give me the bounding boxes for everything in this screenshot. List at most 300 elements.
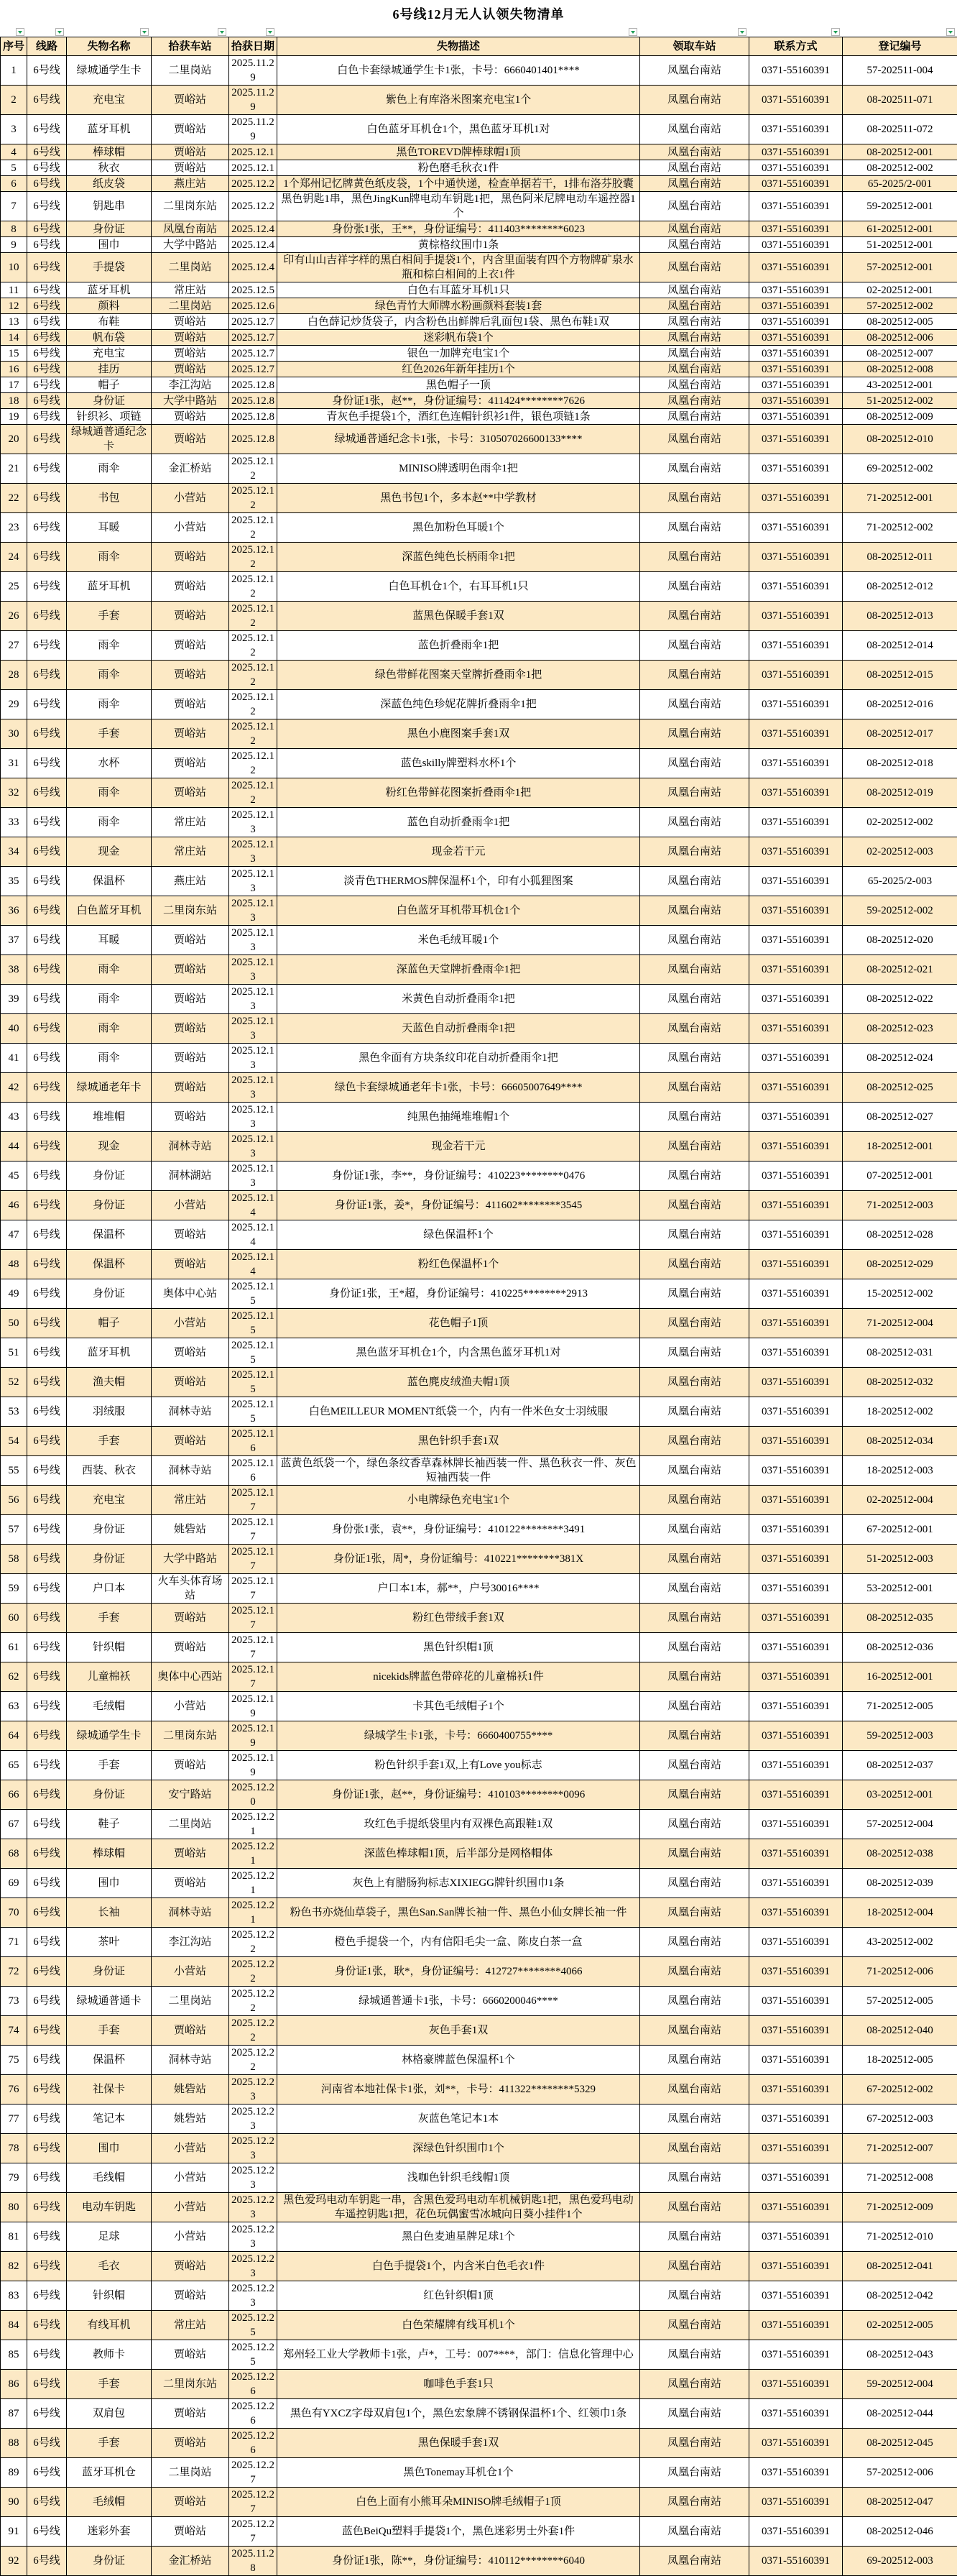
cell-pickup-station[interactable]: 凤凰台南站 [640, 690, 749, 719]
cell-seq[interactable]: 29 [1, 690, 27, 719]
cell-contact[interactable]: 0371-55160391 [749, 1633, 843, 1662]
cell-contact[interactable]: 0371-55160391 [749, 237, 843, 253]
cell-seq[interactable]: 54 [1, 1427, 27, 1456]
cell-item-name[interactable]: 身份证 [67, 2547, 152, 2576]
cell-line[interactable]: 6号线 [27, 1633, 67, 1662]
cell-contact[interactable]: 0371-55160391 [749, 985, 843, 1014]
cell-seq[interactable]: 20 [1, 425, 27, 454]
cell-item-name[interactable]: 书包 [67, 484, 152, 513]
cell-contact[interactable]: 0371-55160391 [749, 160, 843, 176]
cell-item-name[interactable]: 绿城通学生卡 [67, 56, 152, 86]
cell-registration-no[interactable]: 18-202512-003 [843, 1456, 957, 1486]
cell-registration-no[interactable]: 71-202512-008 [843, 2163, 957, 2193]
cell-seq[interactable]: 78 [1, 2134, 27, 2163]
cell-date-found[interactable]: 2025.12.8 [229, 393, 277, 409]
cell-registration-no[interactable]: 16-202512-001 [843, 1662, 957, 1692]
cell-item-name[interactable]: 雨伞 [67, 808, 152, 837]
cell-description[interactable]: 小电牌绿色充电宝1个 [277, 1486, 640, 1515]
cell-date-found[interactable]: 2025.12.16 [229, 1456, 277, 1486]
cell-seq[interactable]: 85 [1, 2340, 27, 2370]
cell-registration-no[interactable]: 02-202512-005 [843, 2311, 957, 2340]
cell-contact[interactable]: 0371-55160391 [749, 749, 843, 778]
cell-line[interactable]: 6号线 [27, 2488, 67, 2517]
cell-seq[interactable]: 50 [1, 1309, 27, 1338]
cell-line[interactable]: 6号线 [27, 221, 67, 237]
cell-line[interactable]: 6号线 [27, 2429, 67, 2458]
cell-item-name[interactable]: 手套 [67, 2016, 152, 2046]
cell-description[interactable]: 灰色手套1双 [277, 2016, 640, 2046]
cell-seq[interactable]: 7 [1, 192, 27, 221]
cell-registration-no[interactable]: 18-202512-005 [843, 2046, 957, 2075]
cell-description[interactable]: 印有山山吉祥字样的黑白相间手提袋1个，内含里面装有四个方物牌矿泉水瓶和棕白相间的上衣1件 [277, 253, 640, 282]
cell-registration-no[interactable]: 08-202511-071 [843, 86, 957, 115]
cell-item-name[interactable]: 帆布袋 [67, 330, 152, 346]
cell-description[interactable]: 绿色保温杯1个 [277, 1220, 640, 1250]
cell-station-found[interactable]: 贾峪站 [152, 1368, 229, 1397]
cell-station-found[interactable]: 贾峪站 [152, 1220, 229, 1250]
cell-station-found[interactable]: 二里岗东站 [152, 1721, 229, 1751]
cell-line[interactable]: 6号线 [27, 2222, 67, 2252]
cell-pickup-station[interactable]: 凤凰台南站 [640, 484, 749, 513]
cell-seq[interactable]: 80 [1, 2193, 27, 2222]
cell-line[interactable]: 6号线 [27, 2370, 67, 2399]
cell-station-found[interactable]: 贾峪站 [152, 1044, 229, 1073]
cell-pickup-station[interactable]: 凤凰台南站 [640, 2075, 749, 2104]
cell-pickup-station[interactable]: 凤凰台南站 [640, 749, 749, 778]
cell-seq[interactable]: 40 [1, 1014, 27, 1044]
cell-station-found[interactable]: 贾峪站 [152, 330, 229, 346]
cell-seq[interactable]: 71 [1, 1928, 27, 1957]
cell-description[interactable]: 黑色小鹿图案手套1双 [277, 719, 640, 749]
cell-pickup-station[interactable]: 凤凰台南站 [640, 1073, 749, 1103]
cell-contact[interactable]: 0371-55160391 [749, 2193, 843, 2222]
cell-item-name[interactable]: 户口本 [67, 1574, 152, 1604]
cell-item-name[interactable]: 双肩包 [67, 2399, 152, 2429]
cell-contact[interactable]: 0371-55160391 [749, 2429, 843, 2458]
cell-contact[interactable]: 0371-55160391 [749, 1162, 843, 1191]
cell-station-found[interactable]: 二里岗站 [152, 56, 229, 86]
cell-seq[interactable]: 4 [1, 144, 27, 160]
cell-seq[interactable]: 49 [1, 1279, 27, 1309]
cell-description[interactable]: 蓝色麂皮绒渔夫帽1顶 [277, 1368, 640, 1397]
cell-date-found[interactable]: 2025.12.13 [229, 896, 277, 926]
cell-station-found[interactable]: 贾峪站 [152, 1751, 229, 1780]
cell-pickup-station[interactable]: 凤凰台南站 [640, 778, 749, 808]
cell-date-found[interactable]: 2025.12.12 [229, 749, 277, 778]
cell-contact[interactable]: 0371-55160391 [749, 1191, 843, 1220]
cell-line[interactable]: 6号线 [27, 602, 67, 631]
cell-station-found[interactable]: 姚砦站 [152, 2104, 229, 2134]
cell-pickup-station[interactable]: 凤凰台南站 [640, 56, 749, 86]
cell-line[interactable]: 6号线 [27, 1545, 67, 1574]
cell-date-found[interactable]: 2025.12.22 [229, 1957, 277, 1987]
cell-pickup-station[interactable]: 凤凰台南站 [640, 1162, 749, 1191]
cell-description[interactable]: 黑白色麦迪星牌足球1个 [277, 2222, 640, 2252]
cell-contact[interactable]: 0371-55160391 [749, 1721, 843, 1751]
cell-contact[interactable]: 0371-55160391 [749, 346, 843, 362]
cell-contact[interactable]: 0371-55160391 [749, 1574, 843, 1604]
cell-registration-no[interactable]: 69-202512-002 [843, 454, 957, 484]
cell-registration-no[interactable]: 08-202512-008 [843, 362, 957, 377]
cell-registration-no[interactable]: 08-202512-040 [843, 2016, 957, 2046]
cell-registration-no[interactable]: 08-202512-024 [843, 1044, 957, 1073]
cell-line[interactable]: 6号线 [27, 749, 67, 778]
cell-station-found[interactable]: 凤凰台南站 [152, 221, 229, 237]
cell-station-found[interactable]: 贾峪站 [152, 2016, 229, 2046]
cell-line[interactable]: 6号线 [27, 1338, 67, 1368]
cell-date-found[interactable]: 2025.12.13 [229, 926, 277, 955]
cell-description[interactable]: 浅咖色针织毛线帽1顶 [277, 2163, 640, 2193]
cell-station-found[interactable]: 贾峪站 [152, 2488, 229, 2517]
cell-date-found[interactable]: 2025.12.22 [229, 1987, 277, 2016]
cell-item-name[interactable]: 绿城通学生卡 [67, 1721, 152, 1751]
cell-line[interactable]: 6号线 [27, 2252, 67, 2281]
cell-contact[interactable]: 0371-55160391 [749, 425, 843, 454]
cell-station-found[interactable]: 贾峪站 [152, 2399, 229, 2429]
cell-seq[interactable]: 5 [1, 160, 27, 176]
cell-pickup-station[interactable]: 凤凰台南站 [640, 1692, 749, 1721]
cell-seq[interactable]: 32 [1, 778, 27, 808]
cell-registration-no[interactable]: 15-202512-002 [843, 1279, 957, 1309]
cell-line[interactable]: 6号线 [27, 314, 67, 330]
cell-registration-no[interactable]: 08-202512-001 [843, 144, 957, 160]
cell-description[interactable]: 身份证1张，赵**，身份证编号：411424********7626 [277, 393, 640, 409]
cell-description[interactable]: 深蓝色纯色珍妮花牌折叠雨伞1把 [277, 690, 640, 719]
cell-contact[interactable]: 0371-55160391 [749, 314, 843, 330]
cell-contact[interactable]: 0371-55160391 [749, 1279, 843, 1309]
cell-station-found[interactable]: 贾峪站 [152, 409, 229, 425]
cell-contact[interactable]: 0371-55160391 [749, 1957, 843, 1987]
cell-seq[interactable]: 17 [1, 377, 27, 393]
cell-line[interactable]: 6号线 [27, 56, 67, 86]
cell-item-name[interactable]: 手套 [67, 1751, 152, 1780]
cell-line[interactable]: 6号线 [27, 867, 67, 896]
cell-contact[interactable]: 0371-55160391 [749, 2163, 843, 2193]
cell-item-name[interactable]: 围巾 [67, 1869, 152, 1898]
cell-pickup-station[interactable]: 凤凰台南站 [640, 719, 749, 749]
cell-date-found[interactable]: 2025.12.21 [229, 1869, 277, 1898]
cell-station-found[interactable]: 贾峪站 [152, 1250, 229, 1279]
cell-item-name[interactable]: 西装、秋衣 [67, 1456, 152, 1486]
cell-date-found[interactable]: 2025.12.13 [229, 867, 277, 896]
cell-line[interactable]: 6号线 [27, 1662, 67, 1692]
cell-seq[interactable]: 75 [1, 2046, 27, 2075]
cell-pickup-station[interactable]: 凤凰台南站 [640, 282, 749, 298]
cell-seq[interactable]: 67 [1, 1810, 27, 1839]
cell-line[interactable]: 6号线 [27, 2046, 67, 2075]
cell-date-found[interactable]: 2025.12.25 [229, 2340, 277, 2370]
cell-line[interactable]: 6号线 [27, 176, 67, 192]
cell-registration-no[interactable]: 08-202512-045 [843, 2429, 957, 2458]
cell-station-found[interactable]: 金汇桥站 [152, 454, 229, 484]
cell-registration-no[interactable]: 08-202512-013 [843, 602, 957, 631]
cell-pickup-station[interactable]: 凤凰台南站 [640, 2281, 749, 2311]
cell-date-found[interactable]: 2025.12.7 [229, 314, 277, 330]
cell-station-found[interactable]: 贾峪站 [152, 749, 229, 778]
cell-line[interactable]: 6号线 [27, 1103, 67, 1132]
cell-seq[interactable]: 16 [1, 362, 27, 377]
cell-date-found[interactable]: 2025.12.23 [229, 2193, 277, 2222]
cell-registration-no[interactable]: 61-202512-001 [843, 221, 957, 237]
cell-item-name[interactable]: 蓝牙耳机 [67, 115, 152, 144]
cell-pickup-station[interactable]: 凤凰台南站 [640, 1250, 749, 1279]
cell-station-found[interactable]: 二里岗站 [152, 1810, 229, 1839]
cell-pickup-station[interactable]: 凤凰台南站 [640, 1957, 749, 1987]
cell-registration-no[interactable]: 57-202512-006 [843, 2458, 957, 2488]
filter-button-station-found[interactable] [218, 28, 226, 36]
cell-station-found[interactable]: 小营站 [152, 1309, 229, 1338]
cell-pickup-station[interactable]: 凤凰台南站 [640, 2252, 749, 2281]
cell-item-name[interactable]: 保温杯 [67, 2046, 152, 2075]
cell-contact[interactable]: 0371-55160391 [749, 2252, 843, 2281]
cell-registration-no[interactable]: 08-202512-017 [843, 719, 957, 749]
cell-station-found[interactable]: 贾峪站 [152, 1604, 229, 1633]
cell-description[interactable]: 粉色针织手套1双,上有Love you标志 [277, 1751, 640, 1780]
cell-registration-no[interactable]: 71-202512-001 [843, 484, 957, 513]
cell-pickup-station[interactable]: 凤凰台南站 [640, 1191, 749, 1220]
cell-description[interactable]: 黑色TOREVD牌棒球帽1顶 [277, 144, 640, 160]
cell-station-found[interactable]: 洞林寺站 [152, 2046, 229, 2075]
cell-contact[interactable]: 0371-55160391 [749, 2075, 843, 2104]
cell-item-name[interactable]: 保温杯 [67, 867, 152, 896]
cell-contact[interactable]: 0371-55160391 [749, 1780, 843, 1810]
cell-registration-no[interactable]: 02-202512-002 [843, 808, 957, 837]
cell-station-found[interactable]: 洞林寺站 [152, 1898, 229, 1928]
cell-registration-no[interactable]: 08-202512-010 [843, 425, 957, 454]
cell-date-found[interactable]: 2025.12.13 [229, 1073, 277, 1103]
cell-description[interactable]: 黑色加粉色耳暖1个 [277, 513, 640, 543]
cell-date-found[interactable]: 2025.12.15 [229, 1309, 277, 1338]
cell-contact[interactable]: 0371-55160391 [749, 1220, 843, 1250]
cell-line[interactable]: 6号线 [27, 2458, 67, 2488]
cell-pickup-station[interactable]: 凤凰台南站 [640, 867, 749, 896]
cell-station-found[interactable]: 常庄站 [152, 282, 229, 298]
cell-seq[interactable]: 76 [1, 2075, 27, 2104]
cell-contact[interactable]: 0371-55160391 [749, 867, 843, 896]
cell-seq[interactable]: 36 [1, 896, 27, 926]
cell-description[interactable]: 红色针织帽1顶 [277, 2281, 640, 2311]
cell-line[interactable]: 6号线 [27, 1898, 67, 1928]
cell-date-found[interactable]: 2025.12.12 [229, 719, 277, 749]
cell-contact[interactable]: 0371-55160391 [749, 1486, 843, 1515]
cell-item-name[interactable]: 身份证 [67, 1515, 152, 1545]
cell-date-found[interactable]: 2025.12.12 [229, 778, 277, 808]
cell-item-name[interactable]: 电动车钥匙 [67, 2193, 152, 2222]
cell-station-found[interactable]: 贾峪站 [152, 160, 229, 176]
cell-contact[interactable]: 0371-55160391 [749, 1338, 843, 1368]
cell-item-name[interactable]: 钥匙串 [67, 192, 152, 221]
cell-seq[interactable]: 21 [1, 454, 27, 484]
cell-seq[interactable]: 39 [1, 985, 27, 1014]
cell-pickup-station[interactable]: 凤凰台南站 [640, 1662, 749, 1692]
cell-date-found[interactable]: 2025.12.12 [229, 484, 277, 513]
cell-contact[interactable]: 0371-55160391 [749, 1014, 843, 1044]
cell-pickup-station[interactable]: 凤凰台南站 [640, 955, 749, 985]
cell-item-name[interactable]: 毛线帽 [67, 2163, 152, 2193]
cell-date-found[interactable]: 2025.11.29 [229, 56, 277, 86]
cell-pickup-station[interactable]: 凤凰台南站 [640, 1898, 749, 1928]
cell-pickup-station[interactable]: 凤凰台南站 [640, 2163, 749, 2193]
cell-pickup-station[interactable]: 凤凰台南站 [640, 2517, 749, 2547]
cell-item-name[interactable]: 蓝牙耳机 [67, 1338, 152, 1368]
cell-registration-no[interactable]: 71-202512-007 [843, 2134, 957, 2163]
cell-item-name[interactable]: 绿城通老年卡 [67, 1073, 152, 1103]
cell-registration-no[interactable]: 08-202512-023 [843, 1014, 957, 1044]
cell-description[interactable]: 郑州轻工业大学教师卡1张，卢*，工号：007****，部门：信息化管理中心 [277, 2340, 640, 2370]
cell-seq[interactable]: 72 [1, 1957, 27, 1987]
cell-seq[interactable]: 9 [1, 237, 27, 253]
cell-contact[interactable]: 0371-55160391 [749, 2340, 843, 2370]
cell-station-found[interactable]: 洞林湖站 [152, 1162, 229, 1191]
cell-date-found[interactable]: 2025.12.22 [229, 1928, 277, 1957]
cell-date-found[interactable]: 2025.12.16 [229, 1427, 277, 1456]
cell-line[interactable]: 6号线 [27, 2340, 67, 2370]
cell-line[interactable]: 6号线 [27, 1486, 67, 1515]
cell-date-found[interactable]: 2025.12.4 [229, 221, 277, 237]
cell-date-found[interactable]: 2025.12.17 [229, 1486, 277, 1515]
cell-description[interactable]: 花色帽子1顶 [277, 1309, 640, 1338]
cell-registration-no[interactable]: 08-202512-021 [843, 955, 957, 985]
cell-registration-no[interactable]: 59-202512-002 [843, 896, 957, 926]
cell-description[interactable]: 深蓝色天堂牌折叠雨伞1把 [277, 955, 640, 985]
cell-line[interactable]: 6号线 [27, 1692, 67, 1721]
cell-line[interactable]: 6号线 [27, 346, 67, 362]
cell-registration-no[interactable]: 02-202512-001 [843, 282, 957, 298]
cell-date-found[interactable]: 2025.12.7 [229, 346, 277, 362]
cell-description[interactable]: MINISO牌透明色雨伞1把 [277, 454, 640, 484]
cell-station-found[interactable]: 姚砦站 [152, 1515, 229, 1545]
cell-line[interactable]: 6号线 [27, 808, 67, 837]
cell-line[interactable]: 6号线 [27, 144, 67, 160]
cell-pickup-station[interactable]: 凤凰台南站 [640, 1721, 749, 1751]
cell-description[interactable]: 蓝黄色纸袋一个，绿色条纹香草森林牌长袖西装一件、黑色秋衣一件、灰色短袖西装一件 [277, 1456, 640, 1486]
cell-line[interactable]: 6号线 [27, 237, 67, 253]
cell-station-found[interactable]: 小营站 [152, 1191, 229, 1220]
cell-pickup-station[interactable]: 凤凰台南站 [640, 2429, 749, 2458]
cell-line[interactable]: 6号线 [27, 192, 67, 221]
cell-seq[interactable]: 30 [1, 719, 27, 749]
cell-date-found[interactable]: 2025.12.13 [229, 955, 277, 985]
cell-item-name[interactable]: 现金 [67, 1132, 152, 1162]
cell-registration-no[interactable]: 08-202512-034 [843, 1427, 957, 1456]
cell-pickup-station[interactable]: 凤凰台南站 [640, 572, 749, 602]
cell-seq[interactable]: 64 [1, 1721, 27, 1751]
cell-pickup-station[interactable]: 凤凰台南站 [640, 513, 749, 543]
cell-item-name[interactable]: 充电宝 [67, 346, 152, 362]
cell-pickup-station[interactable]: 凤凰台南站 [640, 1780, 749, 1810]
cell-seq[interactable]: 23 [1, 513, 27, 543]
cell-pickup-station[interactable]: 凤凰台南站 [640, 176, 749, 192]
cell-seq[interactable]: 84 [1, 2311, 27, 2340]
cell-description[interactable]: 深蓝色棒球帽1顶，后半部分是网格帽体 [277, 1839, 640, 1869]
cell-line[interactable]: 6号线 [27, 1574, 67, 1604]
cell-date-found[interactable]: 2025.12.13 [229, 837, 277, 867]
cell-pickup-station[interactable]: 凤凰台南站 [640, 631, 749, 661]
cell-date-found[interactable]: 2025.12.8 [229, 425, 277, 454]
cell-registration-no[interactable]: 65-2025/2-001 [843, 176, 957, 192]
cell-station-found[interactable]: 姚砦站 [152, 2075, 229, 2104]
cell-contact[interactable]: 0371-55160391 [749, 221, 843, 237]
cell-item-name[interactable]: 手套 [67, 719, 152, 749]
cell-item-name[interactable]: 雨伞 [67, 454, 152, 484]
cell-line[interactable]: 6号线 [27, 2016, 67, 2046]
cell-seq[interactable]: 58 [1, 1545, 27, 1574]
cell-station-found[interactable]: 二里岗东站 [152, 192, 229, 221]
cell-seq[interactable]: 79 [1, 2163, 27, 2193]
cell-date-found[interactable]: 2025.12.12 [229, 690, 277, 719]
cell-seq[interactable]: 24 [1, 543, 27, 572]
cell-item-name[interactable]: 雨伞 [67, 778, 152, 808]
cell-line[interactable]: 6号线 [27, 690, 67, 719]
cell-item-name[interactable]: 蓝牙耳机仓 [67, 2458, 152, 2488]
cell-seq[interactable]: 10 [1, 253, 27, 282]
cell-description[interactable]: 蓝色折叠雨伞1把 [277, 631, 640, 661]
cell-line[interactable]: 6号线 [27, 1839, 67, 1869]
cell-date-found[interactable]: 2025.12.20 [229, 1780, 277, 1810]
cell-registration-no[interactable]: 57-202512-005 [843, 1987, 957, 2016]
cell-description[interactable]: 黑色针织帽1顶 [277, 1633, 640, 1662]
cell-registration-no[interactable]: 51-202512-002 [843, 393, 957, 409]
cell-item-name[interactable]: 棒球帽 [67, 144, 152, 160]
cell-description[interactable]: 白色耳机仓1个，右耳耳机1只 [277, 572, 640, 602]
cell-registration-no[interactable]: 08-202512-018 [843, 749, 957, 778]
cell-station-found[interactable]: 贾峪站 [152, 690, 229, 719]
cell-pickup-station[interactable]: 凤凰台南站 [640, 2104, 749, 2134]
cell-pickup-station[interactable]: 凤凰台南站 [640, 1633, 749, 1662]
cell-registration-no[interactable]: 02-202512-003 [843, 837, 957, 867]
cell-registration-no[interactable]: 67-202512-001 [843, 1515, 957, 1545]
cell-pickup-station[interactable]: 凤凰台南站 [640, 160, 749, 176]
cell-item-name[interactable]: 毛绒帽 [67, 2488, 152, 2517]
cell-contact[interactable]: 0371-55160391 [749, 1928, 843, 1957]
cell-contact[interactable]: 0371-55160391 [749, 1898, 843, 1928]
cell-pickup-station[interactable]: 凤凰台南站 [640, 1574, 749, 1604]
cell-date-found[interactable]: 2025.12.2 [229, 176, 277, 192]
cell-contact[interactable]: 0371-55160391 [749, 1839, 843, 1869]
cell-line[interactable]: 6号线 [27, 2193, 67, 2222]
cell-line[interactable]: 6号线 [27, 1427, 67, 1456]
cell-seq[interactable]: 14 [1, 330, 27, 346]
cell-registration-no[interactable]: 71-202512-003 [843, 1191, 957, 1220]
cell-station-found[interactable]: 贾峪站 [152, 425, 229, 454]
cell-pickup-station[interactable]: 凤凰台南站 [640, 1751, 749, 1780]
cell-date-found[interactable]: 2025.12.23 [229, 2222, 277, 2252]
cell-contact[interactable]: 0371-55160391 [749, 1987, 843, 2016]
cell-pickup-station[interactable]: 凤凰台南站 [640, 1486, 749, 1515]
cell-description[interactable]: 白色薛记炒货袋子，内含粉色出鲜牌后乳面包1袋、黑色布鞋1双 [277, 314, 640, 330]
cell-pickup-station[interactable]: 凤凰台南站 [640, 192, 749, 221]
cell-station-found[interactable]: 洞林寺站 [152, 1397, 229, 1427]
cell-pickup-station[interactable]: 凤凰台南站 [640, 2340, 749, 2370]
cell-station-found[interactable]: 贾峪站 [152, 778, 229, 808]
cell-item-name[interactable]: 雨伞 [67, 985, 152, 1014]
cell-date-found[interactable]: 2025.12.6 [229, 298, 277, 314]
cell-pickup-station[interactable]: 凤凰台南站 [640, 2370, 749, 2399]
cell-registration-no[interactable]: 08-202512-038 [843, 1839, 957, 1869]
cell-item-name[interactable]: 身份证 [67, 1545, 152, 1574]
cell-line[interactable]: 6号线 [27, 1987, 67, 2016]
cell-contact[interactable]: 0371-55160391 [749, 393, 843, 409]
cell-registration-no[interactable]: 43-202512-002 [843, 1928, 957, 1957]
cell-seq[interactable]: 48 [1, 1250, 27, 1279]
cell-station-found[interactable]: 小营站 [152, 2163, 229, 2193]
cell-registration-no[interactable]: 43-202512-001 [843, 377, 957, 393]
cell-registration-no[interactable]: 08-202512-043 [843, 2340, 957, 2370]
cell-station-found[interactable]: 贾峪站 [152, 1869, 229, 1898]
cell-line[interactable]: 6号线 [27, 1397, 67, 1427]
cell-pickup-station[interactable]: 凤凰台南站 [640, 425, 749, 454]
cell-description[interactable]: 河南省本地社保卡1张，刘**，卡号：411322********5329 [277, 2075, 640, 2104]
